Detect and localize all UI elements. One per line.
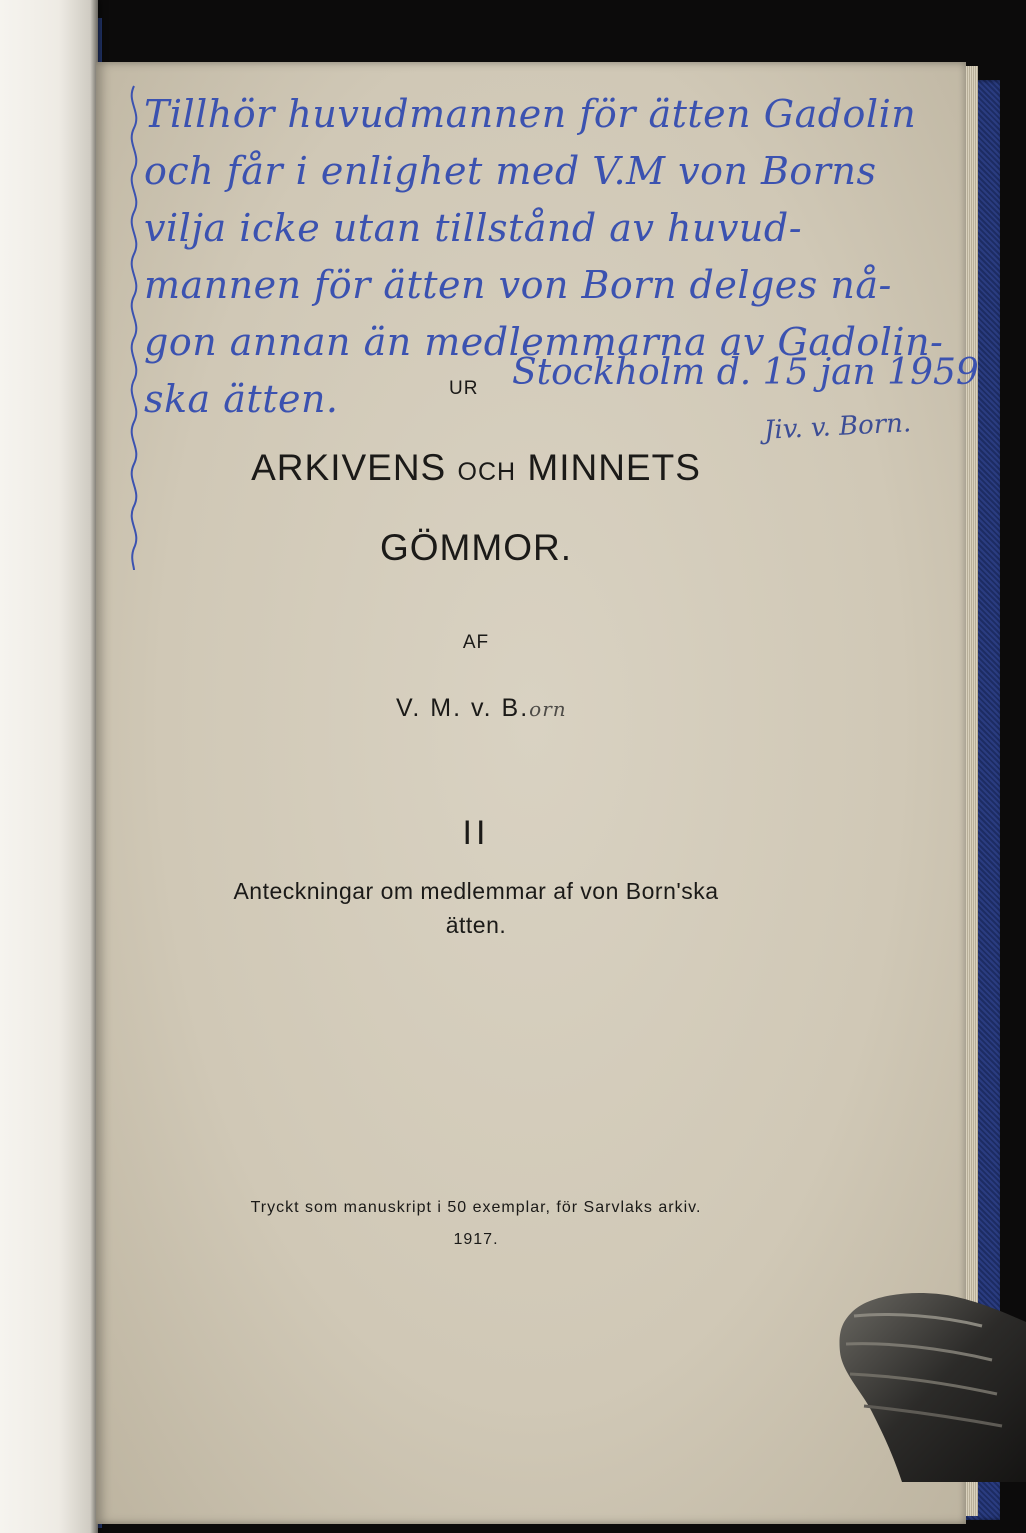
title-prefix: UR	[449, 378, 479, 399]
inscription-signature: Jiv. v. Born.	[763, 408, 912, 446]
volume-number: II	[462, 814, 490, 852]
imprint-line: Tryckt som manuskript i 50 exemplar, för Sarvlaks arkiv.	[250, 1199, 702, 1216]
inscription-line: Tillhör huvudmannen för ätten Gadolin	[144, 92, 917, 136]
title-word-arkivens: ARKIVENS	[251, 447, 447, 488]
imprint-year: 1917.	[453, 1231, 499, 1248]
inscription-line: ska ätten.	[144, 377, 339, 421]
author-printed: V. M. v. B.	[396, 694, 530, 722]
title-word-och: OCH	[457, 458, 517, 486]
hand-sculpture-icon	[832, 1282, 1026, 1482]
inscription-place-date: Stockholm d. 15 jan 1959	[512, 352, 979, 393]
inscription-line: och får i enlighet med V.M von Borns	[144, 149, 877, 193]
title-word-minnets: MINNETS	[527, 447, 701, 488]
inscription-line: vilja icke utan tillstånd av huvud-	[144, 206, 803, 250]
author-name	[396, 694, 567, 723]
inscription-line: gon annan än medlemmarna av Gadolin-	[144, 320, 944, 364]
book-subtitle	[156, 874, 796, 942]
author-handwritten: orn	[529, 697, 567, 721]
margin-flourish-icon	[124, 82, 144, 572]
imprint	[156, 1192, 796, 1256]
left-blank-page	[0, 0, 98, 1533]
inscription-line: mannen för ätten von Born delges nå-	[144, 263, 892, 307]
book-title-line-1	[186, 447, 766, 489]
subtitle-line: ätten.	[445, 912, 507, 938]
author-preposition: AF	[462, 632, 490, 653]
book-title-line-2: GÖMMOR.	[380, 527, 572, 568]
subtitle-line: Anteckningar om medlemmar af von Born'ska	[233, 878, 719, 904]
